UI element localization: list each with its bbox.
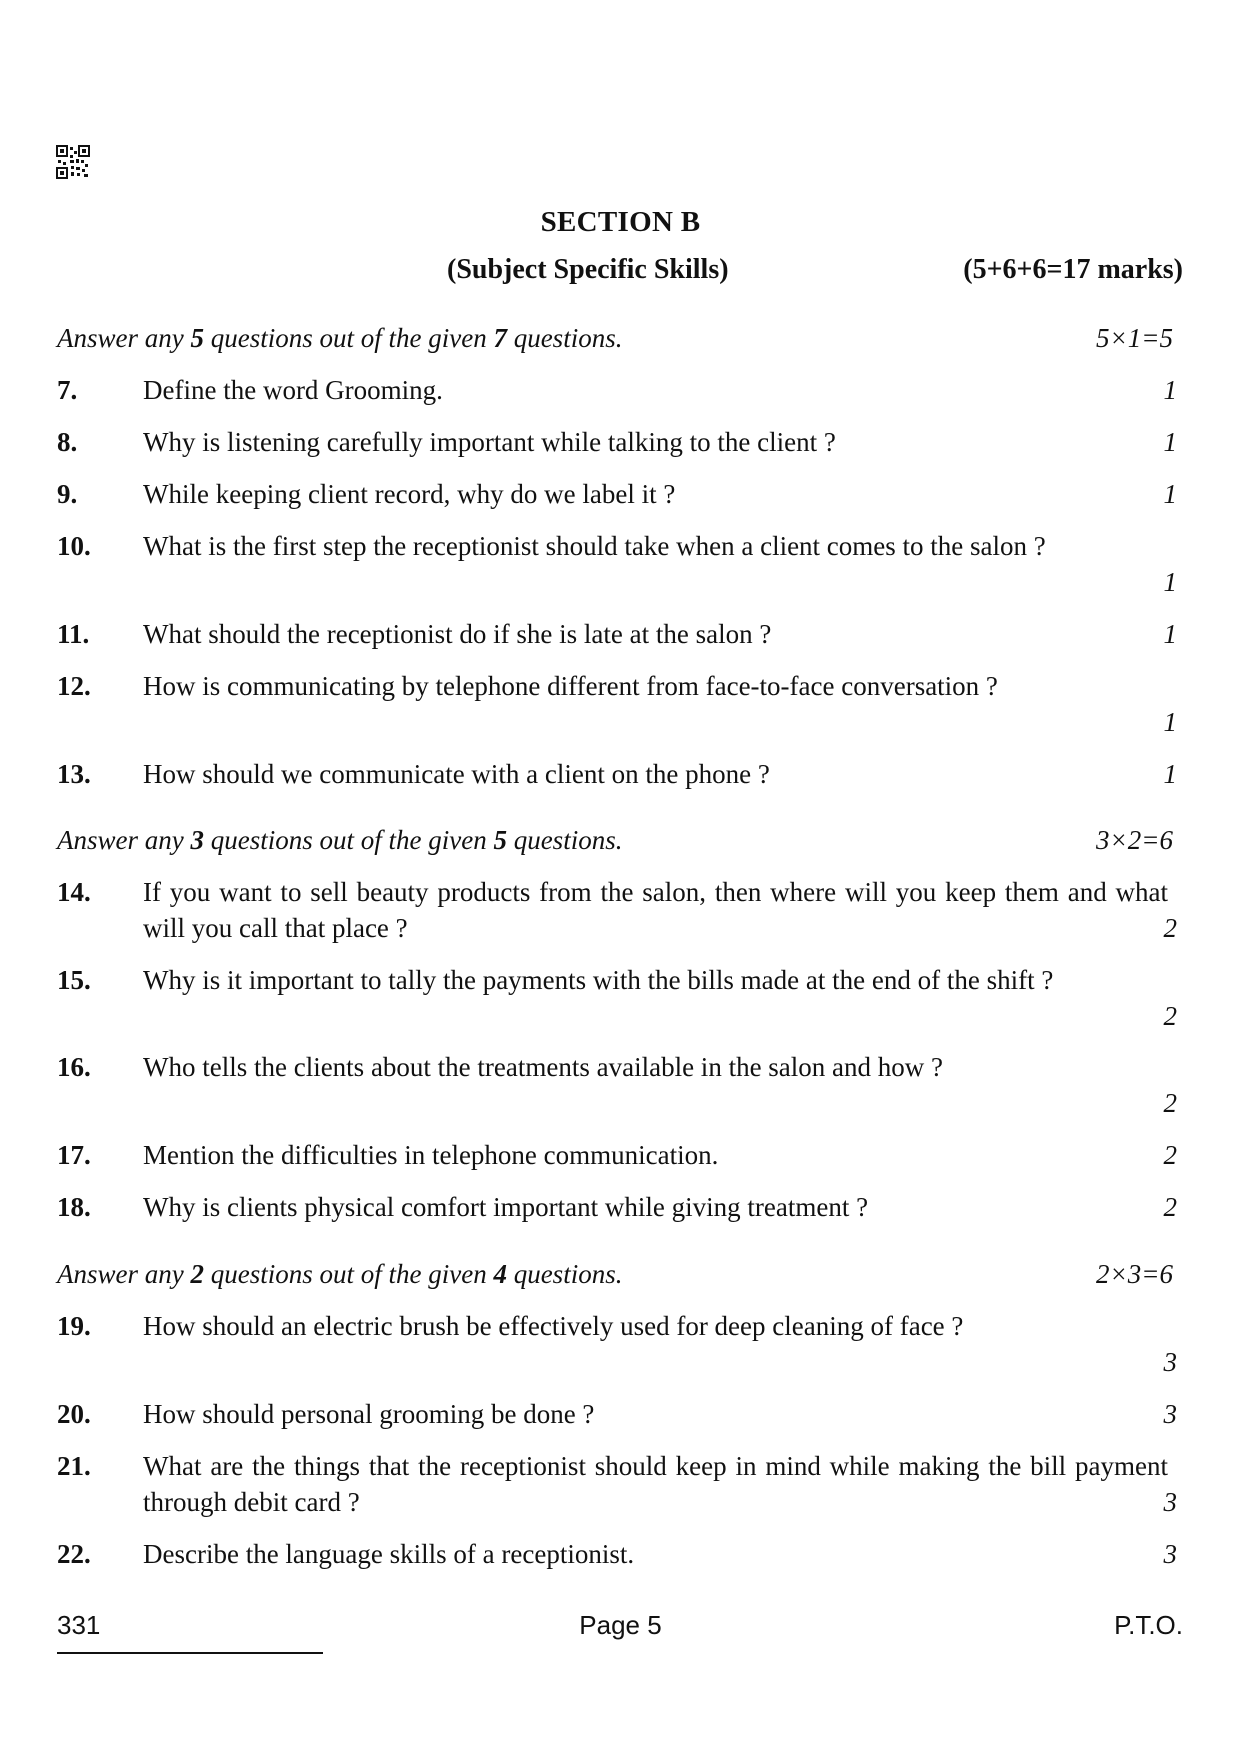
question-number: 14. <box>57 877 91 907</box>
question-number: 17. <box>57 1140 91 1170</box>
question-number: 13. <box>57 759 91 789</box>
qr-code-icon <box>56 145 90 179</box>
question-text: Why is it important to tally the payments with the bills made at the end of the shift ? <box>143 965 1054 995</box>
question-mark: 1 <box>1163 707 1177 737</box>
question-number: 7. <box>57 375 78 405</box>
section-subtitle: (Subject Specific Skills) <box>447 254 729 285</box>
footer-divider <box>57 1652 323 1654</box>
question-number: 10. <box>57 531 91 561</box>
question-mark: 1 <box>1163 375 1177 405</box>
section-title: SECTION B <box>540 206 701 238</box>
question-mark: 1 <box>1163 479 1177 509</box>
question-number: 11. <box>57 619 90 649</box>
group-instruction: Answer any 5 questions out of the given 7 questions. 5×1=5 <box>57 320 1173 356</box>
question-text: Mention the difficulties in telephone communication. <box>143 1140 719 1170</box>
please-turn-over: P.T.O. <box>1114 1610 1183 1640</box>
question-text: Who tells the clients about the treatments available in the salon and how ? <box>143 1052 944 1082</box>
group-marks: 3×2=6 <box>1096 825 1173 855</box>
question-mark: 1 <box>1163 567 1177 597</box>
question-number: 22. <box>57 1539 91 1569</box>
section-total-marks: (5+6+6=17 marks) <box>963 254 1183 285</box>
question-mark: 3 <box>1163 1347 1177 1377</box>
question-text: How should an electric brush be effectively used for deep cleaning of face ? <box>143 1311 964 1341</box>
group-marks: 2×3=6 <box>1096 1259 1173 1289</box>
question-text: What are the things that the receptionist should keep in mind while making the bill payment through debit card ? <box>143 1451 1168 1517</box>
question-number: 9. <box>57 479 78 509</box>
question-mark: 3 <box>1163 1399 1177 1429</box>
page-number: Page 5 <box>579 1610 662 1640</box>
question-number: 16. <box>57 1052 91 1082</box>
question-mark: 2 <box>1163 1140 1177 1170</box>
group-instruction: Answer any 3 questions out of the given 5 questions. 3×2=6 <box>57 822 1173 858</box>
question-mark: 1 <box>1163 619 1177 649</box>
question-number: 12. <box>57 671 91 701</box>
question-number: 18. <box>57 1192 91 1222</box>
question-text: What is the first step the receptionist should take when a client comes to the salon ? <box>143 531 1046 561</box>
question-text: What should the receptionist do if she is late at the salon ? <box>143 619 772 649</box>
question-mark: 1 <box>1163 427 1177 457</box>
question-number: 21. <box>57 1451 91 1481</box>
question-text: Describe the language skills of a receptionist. <box>143 1539 635 1569</box>
question-text: Why is clients physical comfort important while giving treatment ? <box>143 1192 869 1222</box>
question-mark: 2 <box>1163 913 1177 943</box>
group-marks: 5×1=5 <box>1096 323 1173 353</box>
question-text: If you want to sell beauty products from the salon, then where will you keep them and what will you call that place ? <box>143 877 1168 943</box>
question-mark: 2 <box>1163 1192 1177 1222</box>
question-number: 19. <box>57 1311 91 1341</box>
question-text: How is communicating by telephone different from face-to-face conversation ? <box>143 671 998 701</box>
question-text: Define the word Grooming. <box>143 375 443 405</box>
question-mark: 2 <box>1163 1088 1177 1118</box>
question-number: 20. <box>57 1399 91 1429</box>
question-text: How should personal grooming be done ? <box>143 1399 595 1429</box>
question-number: 15. <box>57 965 91 995</box>
question-mark: 3 <box>1163 1539 1177 1569</box>
question-mark: 2 <box>1163 1001 1177 1031</box>
question-mark: 3 <box>1163 1487 1177 1517</box>
question-text: How should we communicate with a client on the phone ? <box>143 759 770 789</box>
paper-code: 331 <box>57 1610 101 1640</box>
question-mark: 1 <box>1163 759 1177 789</box>
group-instruction: Answer any 2 questions out of the given 4 questions. 2×3=6 <box>57 1256 1173 1292</box>
question-text: While keeping client record, why do we label it ? <box>143 479 676 509</box>
question-number: 8. <box>57 427 78 457</box>
question-text: Why is listening carefully important while talking to the client ? <box>143 427 836 457</box>
